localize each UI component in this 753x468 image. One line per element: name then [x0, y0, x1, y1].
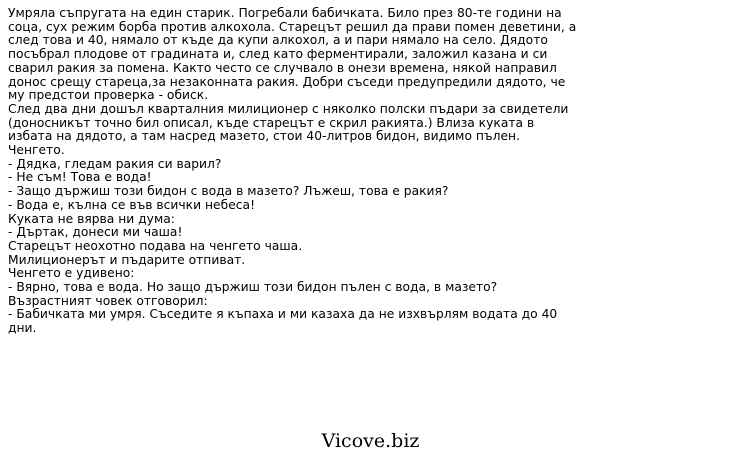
story-line-13: - Вярно, това е вода. Но защо държиш този бидон пълен с вода, в мазето?: [8, 280, 498, 295]
story-line-9: - Дъртак, донеси ми чаша!: [8, 225, 183, 240]
story-line-15: - Бабичката ми умря. Съседите я къпаха и ми казаха да не изхвърлям водата до 40 дни.: [8, 307, 558, 336]
story-line-3: Ченгето.: [8, 143, 65, 158]
story-line-8: Куката не вярва ни дума:: [8, 211, 175, 226]
story-line-12: Ченгето е удивено:: [8, 266, 135, 281]
story-line-14: Възрастният човек отговорил:: [8, 293, 208, 308]
story-line-5: - Не съм! Това е вода!: [8, 170, 152, 185]
story-line-7: - Вода е, кълна се във всички небеса!: [8, 197, 255, 212]
story-line-10: Старецът неохотно подава на ченгето чаша.: [8, 238, 303, 253]
site-name: Vicove.biz: [321, 430, 420, 452]
story-paragraph-2: След два дни дошъл кварталния милиционер с няколко полски пъдари за свидетели (доносникът точно бил описал, къде старецът е скрил ракията.) Влиза куката в избата на дядото, а там насред мазето, стои 40-литров бидон, видимо пълен.: [8, 101, 569, 144]
story-line-6: - Защо държиш този бидон с вода в мазето? Лъжеш, това е ракия?: [8, 184, 449, 199]
story-line-11: Милиционерът и пъдарите отпиват.: [8, 252, 246, 267]
story-text: [8, 7, 578, 336]
story-line-4: - Дядка, гледам ракия си варил?: [8, 156, 222, 171]
story-paragraph-1: Умряла съпругата на един старик. Погребали бабичката. Било през 80-те години на соца, сух режим борба против алкохола. Старецът решил да прави помен деветини, а след това и 40, нямало от къде да купи алкохол, а и пари нямало на село. Дядото посъбрал плодове от градината и, след като ферментирали, заложил казана и си сварил ракия за помена. Както често се случвало в онези времена, някой направил донос срещу стареца,за незаконната ракия. Добри съседи предупредили дядото, че му предстои проверка - обиск.: [8, 6, 577, 103]
